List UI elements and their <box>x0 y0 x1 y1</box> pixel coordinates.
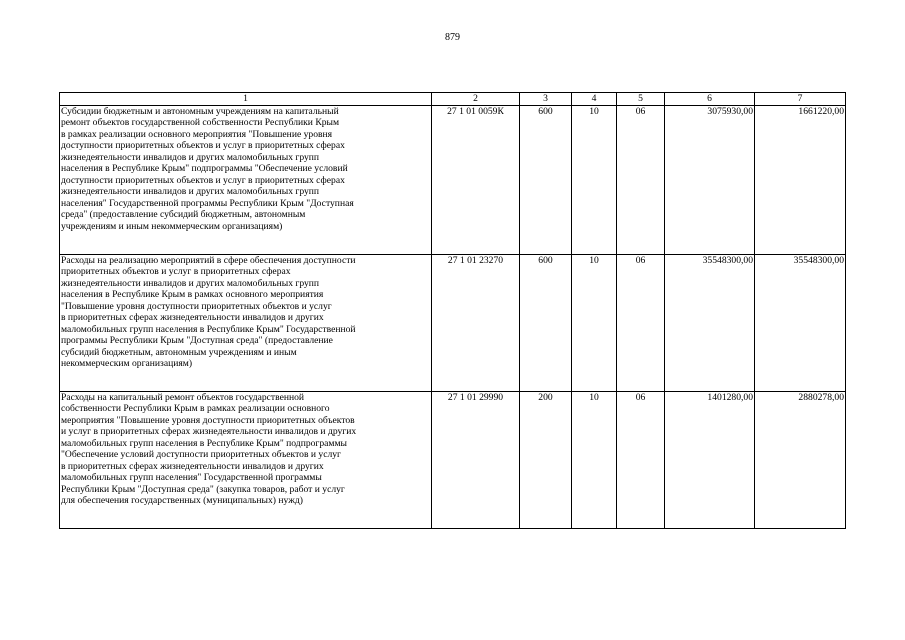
amount-column-6: 35548300,00 <box>665 255 755 392</box>
text-line: мероприятия "Повышение уровня доступности приоритетных объектов <box>61 414 355 426</box>
text-line: Расходы на капитальный ремонт объектов государственной <box>61 392 305 403</box>
expense-type-code: 600 <box>520 255 572 392</box>
text-line: Расходы на реализацию мероприятий в сфере обеспечения доступности <box>61 255 356 266</box>
text-line: в приоритетных сферах жизнедеятельности инвалидов и других <box>61 312 324 324</box>
text-line: доступности приоритетных объектов и услуг в приоритетных сферах <box>61 140 345 152</box>
budget-table <box>59 92 846 529</box>
text-line: Республики Крым "Доступная среда" (закупка товаров, работ и услуг <box>61 483 345 495</box>
text-line: населения" Государственной программы Республики Крым "Доступная <box>61 197 354 209</box>
text-line: программы Республики Крым "Доступная среда" (предоставление <box>61 335 333 347</box>
text-line: жизнедеятельности инвалидов и других маломобильных групп <box>61 277 320 289</box>
target-article-code: 27 1 01 29990 <box>432 392 520 529</box>
text-line: жизнедеятельности инвалидов и других маломобильных групп <box>61 186 320 198</box>
column-header: 6 <box>665 93 755 106</box>
text-line: в приоритетных сферах жизнедеятельности инвалидов и других <box>61 460 324 472</box>
text-line: жизнедеятельности инвалидов и других маломобильных групп <box>61 151 320 163</box>
table-row <box>60 106 846 255</box>
text-line: и услуг в приоритетных сферах жизнедеятельности инвалидов и других <box>61 426 357 438</box>
text-line: маломобильных групп населения" Государственной программы <box>61 472 322 484</box>
table-row <box>60 255 846 392</box>
header-row <box>60 93 846 106</box>
section-code: 10 <box>572 255 617 392</box>
subsection-code: 06 <box>617 392 665 529</box>
text-line: учреждениям и иным некоммерческим организациям) <box>61 220 283 232</box>
text-line: маломобильных групп населения в Республике Крым" Государственной <box>61 323 356 335</box>
column-header: 5 <box>617 93 665 106</box>
column-header: 3 <box>520 93 572 106</box>
page-number: 879 <box>445 32 460 43</box>
expense-name-cell <box>60 106 432 255</box>
text-line: собственности Республики Крым в рамках реализации основного <box>61 403 330 415</box>
text-line: в рамках реализации основного мероприятия "Повышение уровня <box>61 128 333 140</box>
text-line: "Обеспечение условий доступности приоритетных объектов и услуг <box>61 449 341 461</box>
column-header: 1 <box>60 93 432 106</box>
amount-column-6: 1401280,00 <box>665 392 755 529</box>
text-line: ремонт объектов государственной собственности Республики Крым <box>61 117 340 129</box>
expense-type-code: 600 <box>520 106 572 255</box>
text-line: населения в Республике Крым в рамках основного мероприятия <box>61 289 324 301</box>
text-line: населения в Республике Крым" подпрограммы "Обеспечение условий <box>61 163 348 175</box>
section-code: 10 <box>572 392 617 529</box>
text-line: некоммерческим организациям) <box>61 358 193 370</box>
table-row <box>60 392 846 529</box>
amount-column-7: 2880278,00 <box>755 392 846 529</box>
text-line: для обеспечения государственных (муниципальных) нужд) <box>61 495 303 507</box>
text-line: приоритетных объектов и услуг в приоритетных сферах <box>61 266 291 278</box>
target-article-code: 27 1 01 23270 <box>432 255 520 392</box>
text-line: доступности приоритетных объектов и услуг в приоритетных сферах <box>61 174 345 186</box>
text-line: маломобильных групп населения в Республике Крым" подпрограммы <box>61 437 347 449</box>
column-header: 4 <box>572 93 617 106</box>
section-code: 10 <box>572 106 617 255</box>
expense-type-code: 200 <box>520 392 572 529</box>
target-article-code: 27 1 01 0059К <box>432 106 520 255</box>
text-line: "Повышение уровня доступности приоритетных объектов и услуг <box>61 300 332 312</box>
subsection-code: 06 <box>617 106 665 255</box>
text-line: субсидий бюджетным, автономным учреждениям и иным <box>61 346 297 358</box>
subsection-code: 06 <box>617 255 665 392</box>
column-header: 2 <box>432 93 520 106</box>
amount-column-7: 1661220,00 <box>755 106 846 255</box>
text-line: Субсидии бюджетным и автономным учреждениям на капитальный <box>61 106 339 117</box>
amount-column-7: 35548300,00 <box>755 255 846 392</box>
expense-name-cell <box>60 392 432 529</box>
text-line: среда" (предоставление субсидий бюджетным, автономным <box>61 209 306 221</box>
column-header: 7 <box>755 93 846 106</box>
amount-column-6: 3075930,00 <box>665 106 755 255</box>
expense-name-cell <box>60 255 432 392</box>
